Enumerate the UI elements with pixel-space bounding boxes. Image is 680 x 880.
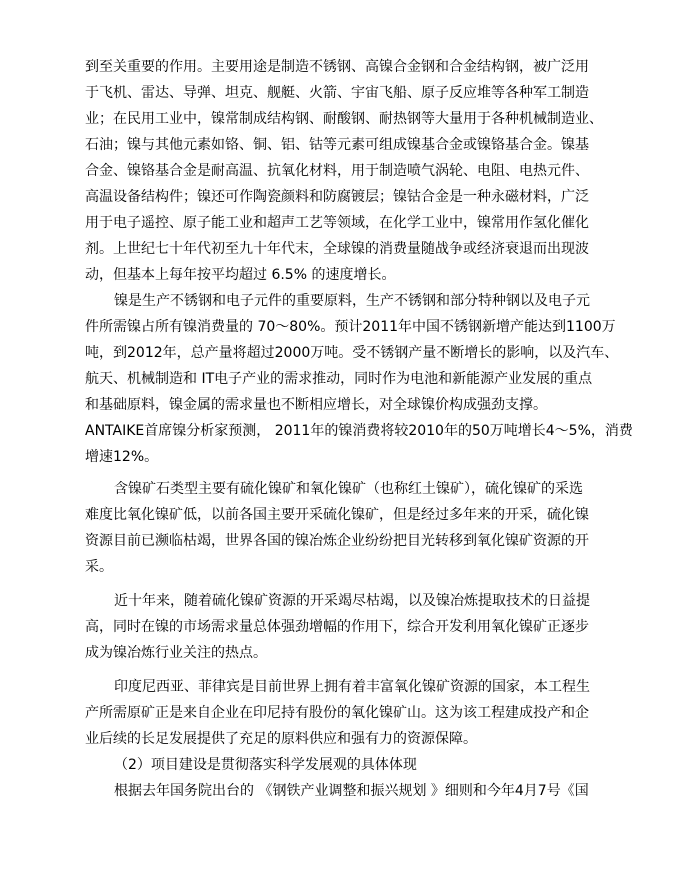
text-line: 于飞机、雷达、导弹、坦克、舰艇、火箭、宇宙飞船、原子反应堆等各种军工制造	[85, 85, 589, 101]
text-line: 增速12%。	[85, 449, 159, 465]
text-line: 根据去年国务院出台的 《钢铁产业调整和振兴规划 》细则和今年4月7号《国	[114, 783, 589, 799]
text-line: 含镍矿石类型主要有硫化镍矿和氧化镍矿（也称红土镍矿），硫化镍矿的采选	[114, 481, 583, 497]
text-line: 采。	[85, 559, 113, 575]
text-line: 成为镍冶炼行业关注的热点。	[85, 645, 267, 661]
text-line: 合金、镍铬基合金是耐高温、抗氧化材料，用于制造喷气涡轮、电阻、电热元件、	[85, 163, 589, 179]
text-line: 剂。上世纪七十年代初至九十年代末，全球镍的消费量随战争或经济衰退而出现波	[85, 241, 589, 257]
text-line: 件所需镍占所有镍消费量的 70～80%。预计2011年中国不锈钢新增产能达到1100万	[85, 319, 616, 335]
section-heading: （2）项目建设是贯彻落实科学发展观的具体体现	[114, 757, 417, 773]
text-line: 动，但基本上每年按平均超过 6.5% 的速度增长。	[85, 267, 396, 283]
text-line: 高，同时在镍的市场需求量总体强劲增幅的作用下，综合开发利用氧化镍矿正逐步	[85, 619, 589, 635]
text-line: 业后续的长足发展提供了充足的原料供应和强有力的资源保障。	[85, 731, 477, 747]
text-line: 吨，到2012年，总产量将超过2000万吨。受不锈钢产量不断增长的影响，以及汽车、	[85, 345, 619, 361]
text-line: 业；在民用工业中，镍常制成结构钢、耐酸钢、耐热钢等大量用于各种机械制造业、	[85, 111, 603, 127]
text-line: 资源目前已濒临枯竭，世界各国的镍冶炼企业纷纷把目光转移到氧化镍矿资源的开	[85, 533, 589, 549]
text-line: 镍是生产不锈钢和电子元件的重要原料，生产不锈钢和部分特种钢以及电子元	[114, 293, 590, 309]
text-line: 近十年来，随着硫化镍矿资源的开采竭尽枯竭，以及镍冶炼提取技术的日益提	[114, 593, 590, 609]
text-line: 石油；镍与其他元素如铬、铜、铝、钴等元素可组成镍基合金或镍铬基合金。镍基	[85, 137, 589, 153]
text-line: 和基础原料，镍金属的需求量也不断相应增长，对全球镍价构成强劲支撑。	[85, 397, 547, 413]
text-line: 高温设备结构件；镍还可作陶瓷颜料和防腐镀层；镍钴合金是一种永磁材料，广泛	[85, 189, 589, 205]
text-line: 航天、机械制造和 IT电子产业的需求推动，同时作为电池和新能源产业发展的重点	[85, 371, 593, 387]
text-line: 印度尼西亚、菲律宾是目前世界上拥有着丰富氧化镍矿资源的国家，本工程生	[114, 679, 590, 695]
text-line: 难度比氧化镍矿低，以前各国主要开采硫化镍矿，但是经过多年来的开采，硫化镍	[85, 507, 589, 523]
text-line: 到至关重要的作用。主要用途是制造不锈钢、高镍合金钢和合金结构钢，被广泛用	[85, 59, 589, 75]
text-line: ANTAIKE首席镍分析家预测， 2011年的镍消费将较2010年的50万吨增长4～5%，消费	[85, 423, 633, 439]
text-line: 产所需原矿正是来自企业在印尼持有股份的氧化镍矿山。这为该工程建成投产和企	[85, 705, 589, 721]
text-line: 用于电子遥控、原子能工业和超声工艺等领域，在化学工业中，镍常用作氢化催化	[85, 215, 589, 231]
